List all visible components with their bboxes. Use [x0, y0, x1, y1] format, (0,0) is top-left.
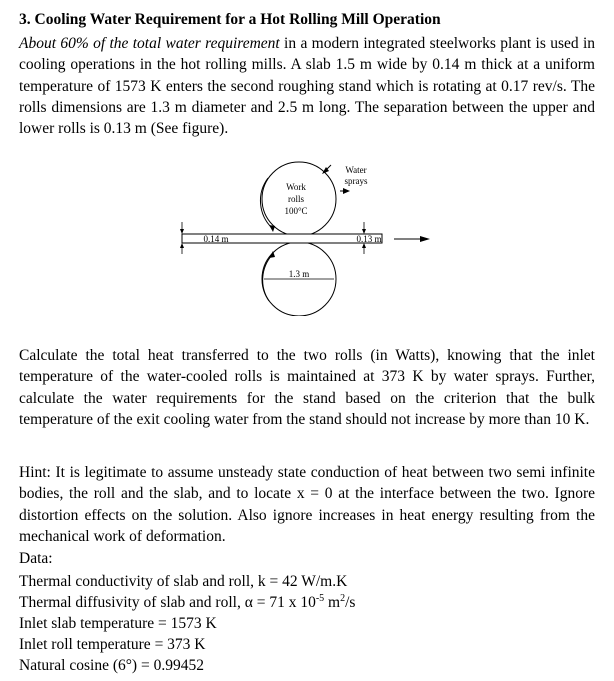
data-conductivity: Thermal conductivity of slab and roll, k = 42 W/m.K [19, 573, 348, 590]
question-paragraph: Calculate the total heat transferred to the two rolls (in Watts), knowing that the inlet temperature of the water-cooled rolls is maintained at 373 K by water sprays. Further, calculate the water requirements for the stand based on the criterion that the bulk temperature of the exit cooling water from the stand should not increase by more than 10 K. [19, 347, 595, 428]
data-roll-temperature: Inlet roll temperature = 373 K [19, 636, 206, 653]
data-cosine: Natural cosine (6°) = 0.99452 [19, 657, 204, 674]
direction-arrow-icon [420, 236, 430, 242]
svg-text:sprays: sprays [344, 176, 368, 186]
hint-paragraph: Hint: It is legitimate to assume unsteady state conduction of heat between two semi infinite bodies, the roll and the slab, and to locate x = 0 at the interface between the two. Ignore distortion effects on the solution. Also ignore increases in heat energy resulting from the mechanical work of deformation. [19, 464, 595, 545]
data-diffusivity: Thermal diffusivity of slab and roll, α = 71 x $10^{-5}$ $m^2/s$ [19, 593, 356, 611]
data-slab-temperature: Inlet slab temperature = 1573 K [19, 615, 217, 632]
intro-text: in a modern integrated steelworks plant is used in cooling operations in the hot rolling mills. A slab 1.5 m wide by 0.14 m thick at a uniform temperature of 1573 K enters the second roughing stand which is rotating at 0.17 rev/s. The rolls dimensions are 1.3 m diameter and 2.5 m long. The separation between the upper and lower rolls is 0.13 m (See figure). [19, 35, 596, 138]
slab-thickness-label: 0.14 m [203, 234, 229, 244]
problem-title: 3. Cooling Water Requirement for a Hot Rolling Mill Operation [19, 11, 441, 28]
lower-rotation-arrow-icon [263, 255, 272, 301]
intro-paragraph [19, 33, 595, 139]
roll-diameter-label: 1.3 m [288, 269, 310, 279]
svg-text:100°C: 100°C [284, 206, 308, 216]
intro-italic-text: About 60% of the total water requirement [19, 35, 280, 52]
rolling-mill-figure [176, 156, 436, 316]
roll-gap-label: 0.13 m [356, 234, 382, 244]
water-sprays-label: Water [345, 165, 367, 175]
svg-text:rolls: rolls [287, 194, 305, 204]
work-rolls-label: Work [286, 182, 306, 192]
data-heading: Data: [19, 550, 53, 567]
